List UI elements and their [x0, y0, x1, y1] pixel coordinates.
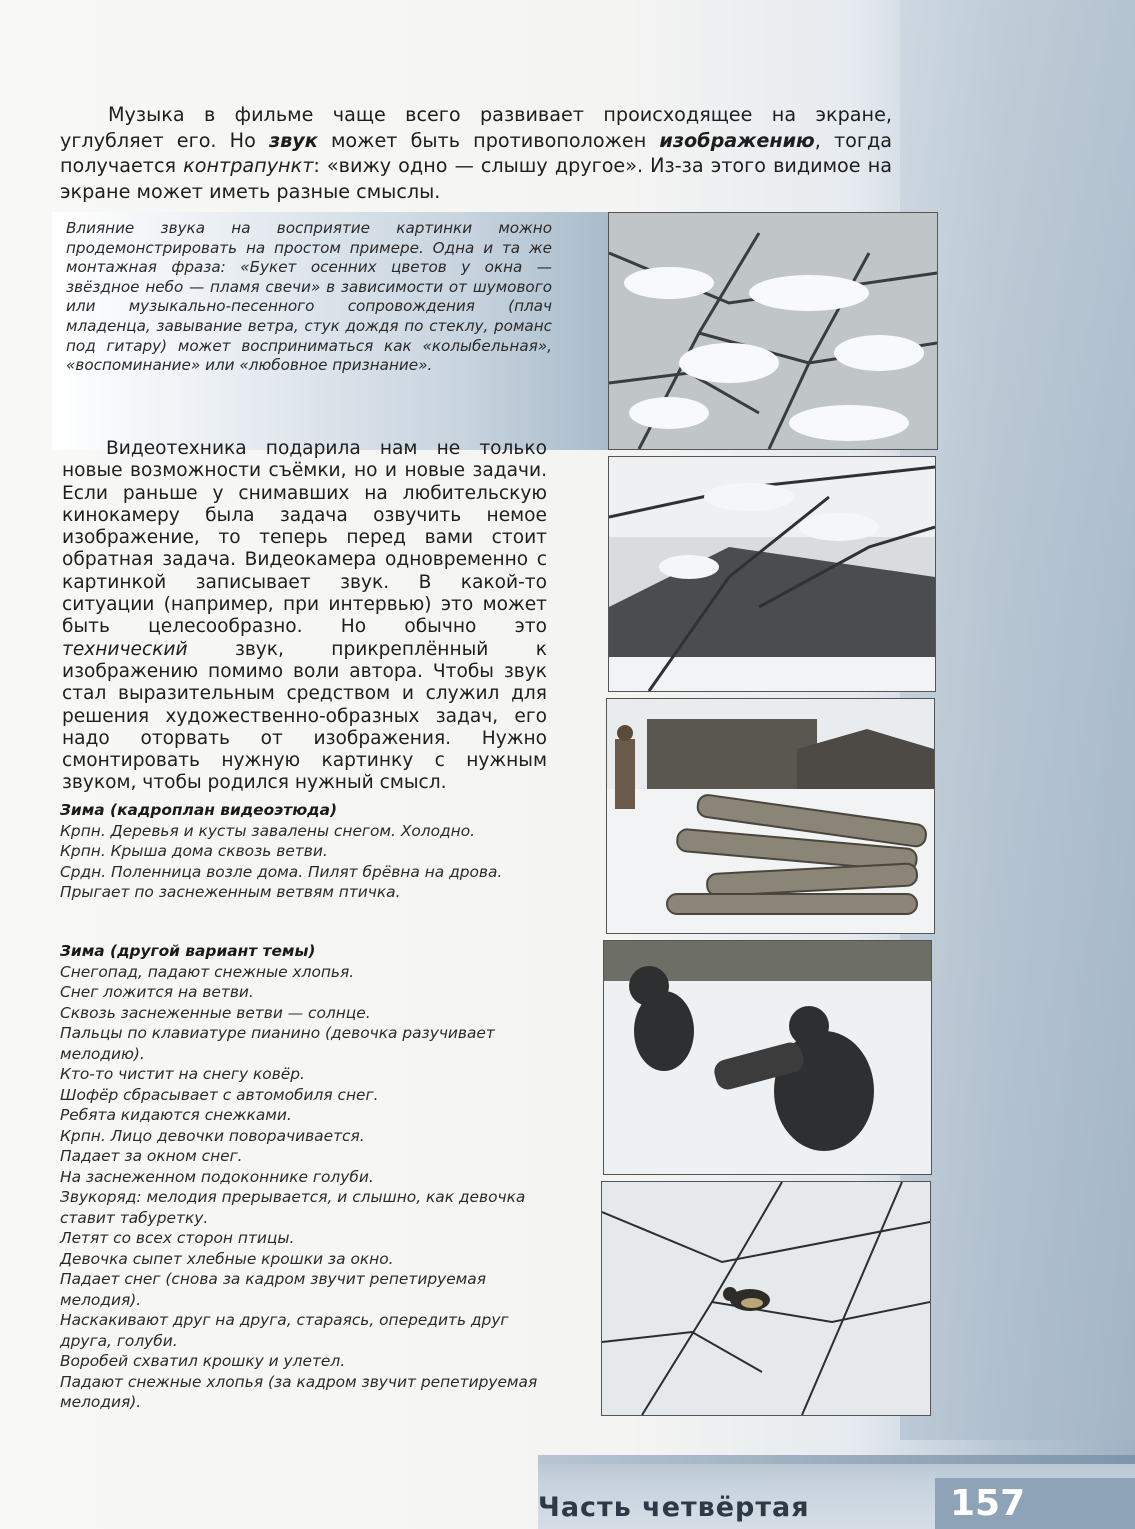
script-line: Крпн. Лицо девочки поворачивается.	[60, 1126, 365, 1145]
photo-roof-through-branches	[608, 456, 936, 692]
script-line: Падает снег (снова за кадром звучит репетируемая мелодия).	[60, 1270, 486, 1309]
photo-snowy-branches	[608, 212, 938, 450]
script-line: Звукоряд: мелодия прерывается, и слышно, как девочка ставит табуретку.	[60, 1188, 526, 1227]
script-line: Снегопад, падают снежные хлопья.	[60, 962, 355, 981]
script-line: Крпн. Крыша дома сквозь ветви.	[60, 842, 328, 860]
script-line: Прыгает по заснеженным ветвям птичка.	[60, 883, 401, 901]
script-line: Падают снежные хлопья (за кадром звучит репетируемая мелодия).	[60, 1372, 538, 1411]
script-line: На заснеженном подоконнике голуби.	[60, 1167, 374, 1186]
script-line: Падает за окном снег.	[60, 1147, 243, 1165]
script-winter-2	[60, 941, 548, 1413]
videotech-paragraph: Видеотехника подарила нам не только новые возможности съёмки, но и новые задачи. Если раньше у снимавших на любительскую кинокамеру была задача озвучить немое изображение, то теперь перед вами стоит обратная задача. Видеокамера одновременно с картинкой записывает звук. В какой-то ситуации (например, при интервью) это может быть целесообразно. Но обычно это технический звук, прикреплённый к изображению помимо воли автора. Чтобы звук стал выразительным средством и служил для решения художественно-образных задач, его надо оторвать от изображения. Нужно смонтировать нужную картинку с нужным звуком, чтобы родился нужный смысл.	[62, 438, 547, 794]
script-line: Кто-то чистит на снегу ковёр.	[60, 1065, 305, 1083]
script-line: Пальцы по клавиатуре пианино (девочка разучивает мелодию).	[60, 1024, 495, 1063]
part-label: Часть четвёртая	[538, 1492, 810, 1523]
script-line: Сквозь заснеженные ветви — солнце.	[60, 1003, 371, 1022]
sidebar-text: Влияние звука на восприятие картинки можно продемонстрировать на простом примере. Одна и та же монтажная фраза: «Букет осенних цветов у окна — звёздное небо — пламя свечи» в зависимости от шумового или музыкально-песенного сопровождения (плач младенца, завывание ветра, стук дождя по стеклу, романс под гитару) может восприниматься как «колыбельная», «воспоминание» или «любовное признание».	[66, 219, 552, 375]
script-line: Воробей схватил крошку и улетел.	[60, 1352, 346, 1370]
footer-line	[538, 1455, 1135, 1464]
intro-paragraph: Музыка в фильме чаще всего развивает происходящее на экране, углубляет его. Но звук может быть противоположен изображению, тогда получается контрапункт: «вижу одно — слышу другое». Из-за этого видимое на экране может иметь разные смыслы.	[60, 103, 892, 203]
photo-people-in-snow	[603, 940, 932, 1175]
script-heading: Зима (другой вариант темы)	[60, 942, 316, 960]
page-number: 157	[950, 1483, 1026, 1524]
script-line: Шофёр сбрасывает с автомобиля снег.	[60, 1085, 379, 1104]
script-winter-1	[60, 800, 548, 903]
script-line: Девочка сыпет хлебные крошки за окно.	[60, 1249, 394, 1268]
script-line: Снег ложится на ветви.	[60, 983, 254, 1001]
script-line: Срдн. Поленница возле дома. Пилят брёвна на дрова.	[60, 862, 503, 881]
script-line: Крпн. Деревья и кусты завалены снегом. Холодно.	[60, 821, 476, 840]
script-heading: Зима (кадроплан видеоэтюда)	[60, 801, 338, 819]
photo-woodpile	[606, 698, 935, 934]
photo-bird-on-branch	[601, 1181, 931, 1416]
script-line: Наскакивают друг на друга, стараясь, опередить друг друга, голуби.	[60, 1311, 509, 1350]
script-line: Летят со всех сторон птицы.	[60, 1229, 295, 1247]
script-line: Ребята кидаются снежками.	[60, 1106, 292, 1124]
